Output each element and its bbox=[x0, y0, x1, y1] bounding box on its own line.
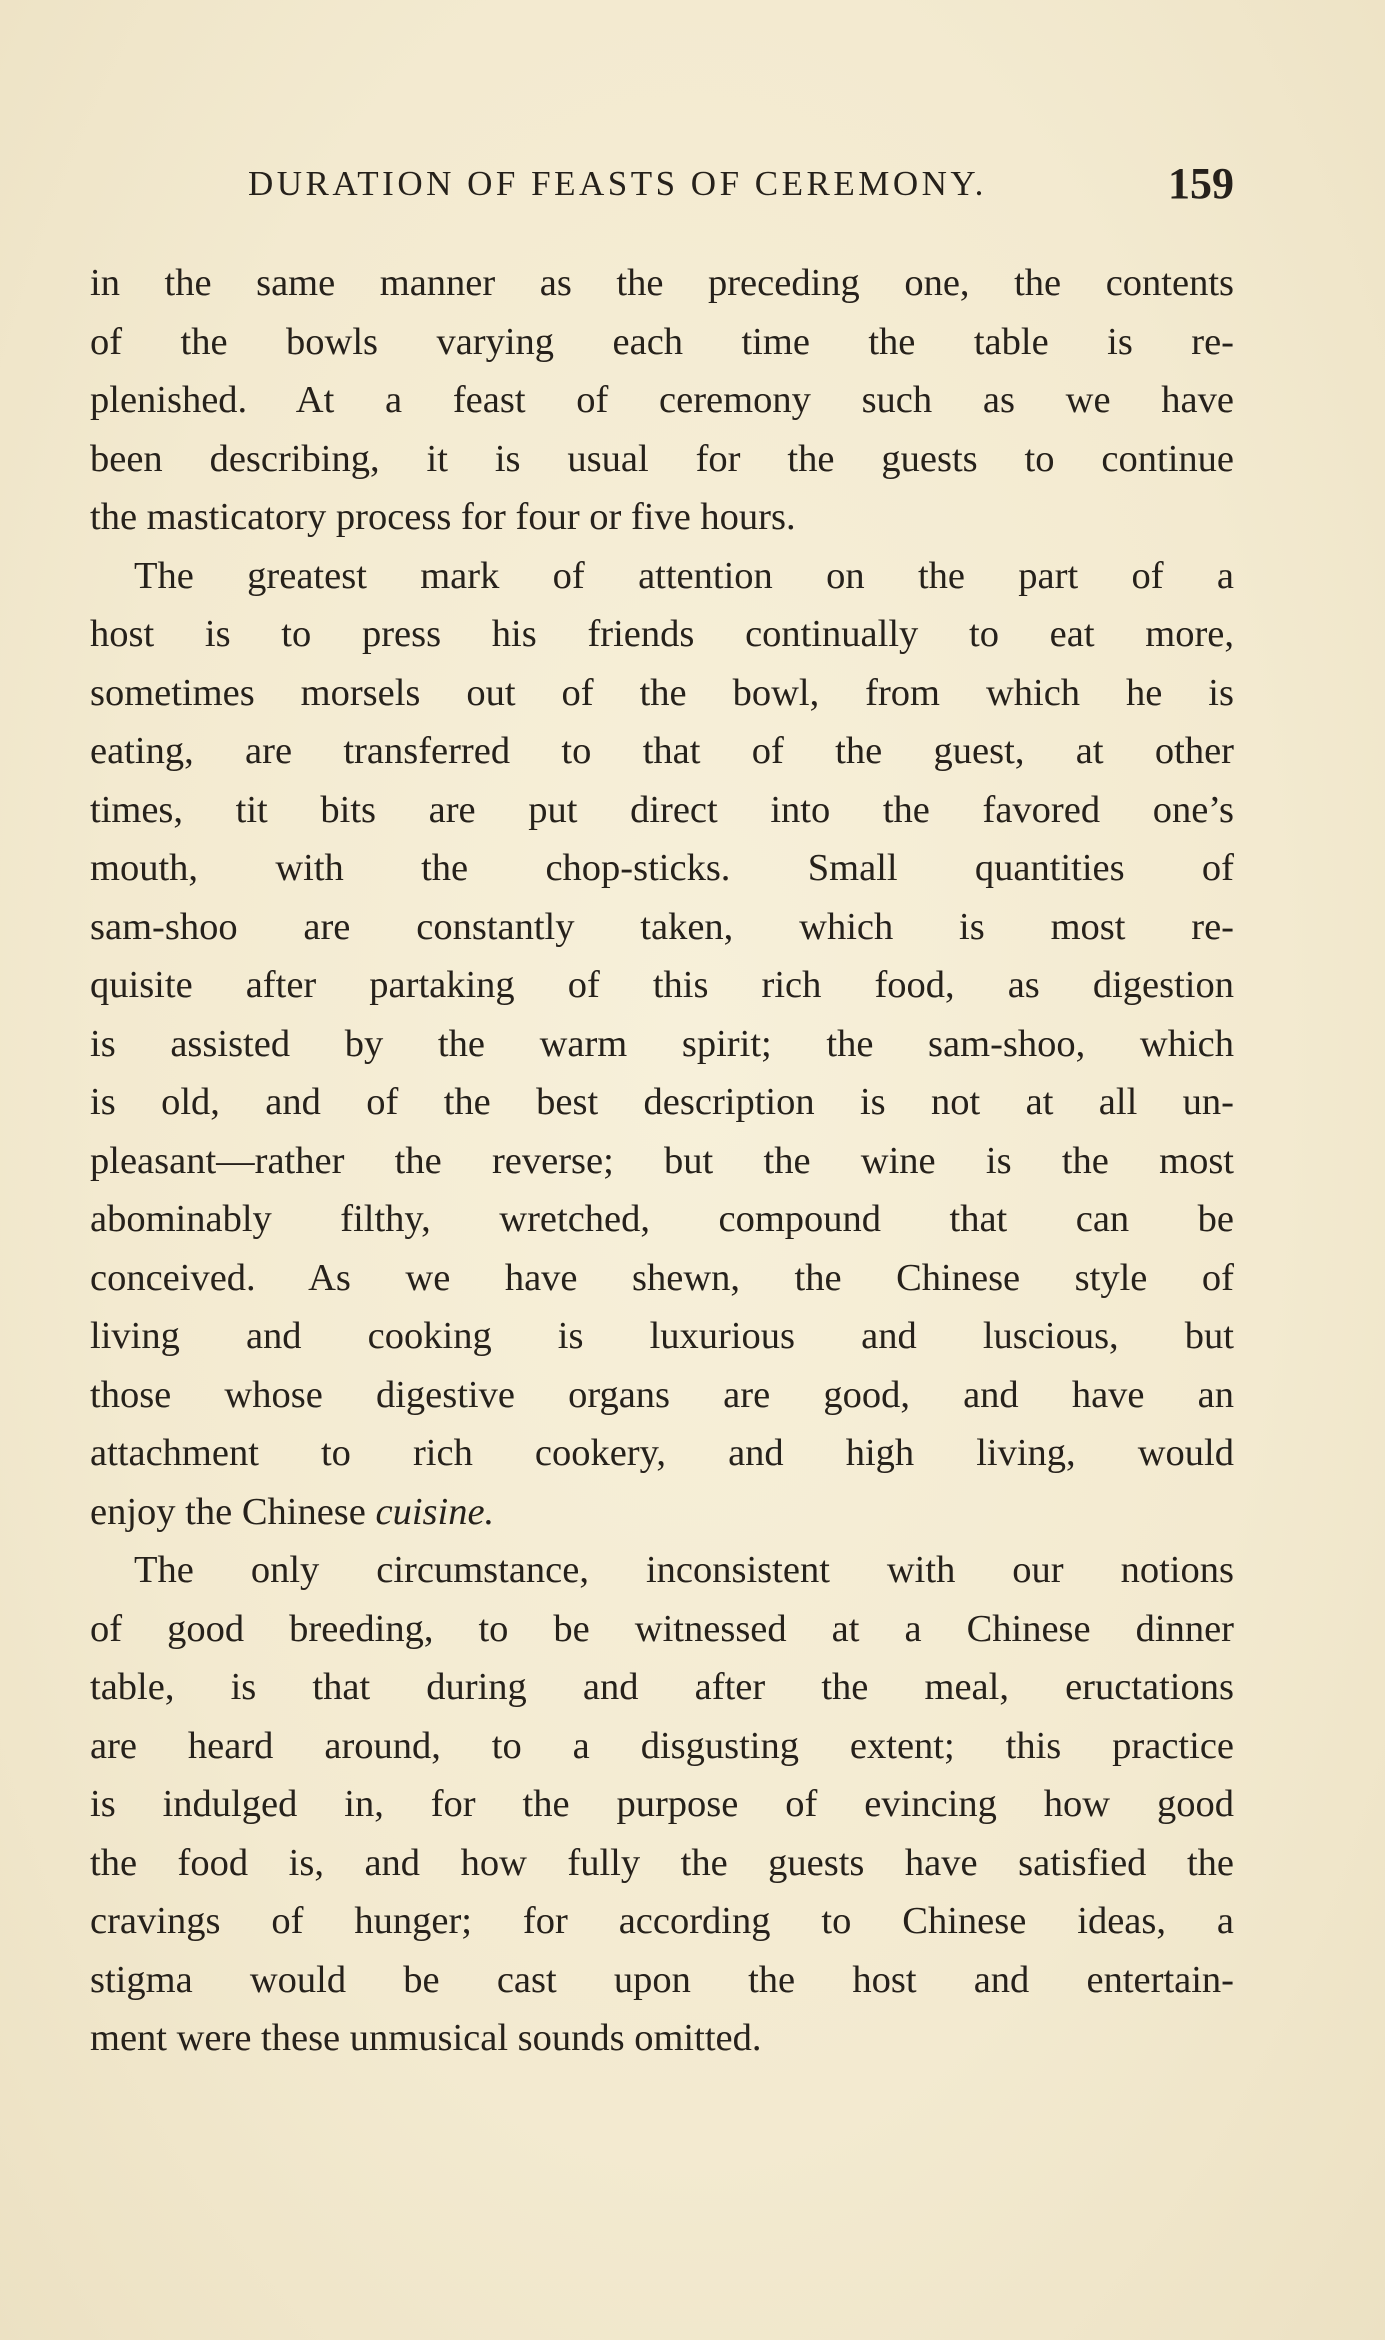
text-line: of the bowls varying each time the table is re- bbox=[90, 320, 1234, 363]
text-line: is indulged in, for the purpose of evincing how good bbox=[90, 1783, 1234, 1825]
paragraph-1 bbox=[90, 254, 1234, 547]
text-line: are heard around, to a disgusting extent; this practice bbox=[90, 1724, 1234, 1767]
text-line: times, tit bits are put direct into the favored one’s bbox=[90, 788, 1234, 831]
text-line: eating, are transferred to that of the guest, at other bbox=[90, 730, 1234, 772]
text-line: mouth, with the chop-sticks. Small quantities of bbox=[90, 847, 1234, 889]
text-line: conceived. As we have shewn, the Chinese style of bbox=[90, 1256, 1234, 1299]
text-line: sam-shoo are constantly taken, which is most re- bbox=[90, 905, 1234, 948]
text-line: the masticatory process for four or five hours. bbox=[90, 496, 796, 538]
paragraph-3 bbox=[90, 1541, 1234, 2068]
text-line bbox=[90, 1483, 1234, 1542]
text-line: living and cooking is luxurious and luscious, but bbox=[90, 1315, 1234, 1357]
text-line: host is to press his friends continually to eat more, bbox=[90, 613, 1234, 655]
text-line: cravings of hunger; for according to Chinese ideas, a bbox=[90, 1900, 1234, 1942]
text-line: The only circumstance, inconsistent with our notions bbox=[134, 1549, 1234, 1591]
italic-word: cuisine. bbox=[375, 1490, 495, 1533]
text-line: abominably filthy, wretched, compound that can be bbox=[90, 1198, 1234, 1240]
text-line: sometimes morsels out of the bowl, from which he is bbox=[90, 671, 1234, 714]
running-title: DURATION OF FEASTS OF CEREMONY. bbox=[248, 164, 987, 203]
text-line: the food is, and how fully the guests have satisfied the bbox=[90, 1841, 1234, 1884]
running-head bbox=[90, 158, 1234, 208]
text-line: quisite after partaking of this rich food, as digestion bbox=[90, 964, 1234, 1006]
text-line: in the same manner as the preceding one, the contents bbox=[90, 262, 1234, 304]
text-line: of good breeding, to be witnessed at a Chinese dinner bbox=[90, 1607, 1234, 1650]
text-line: table, is that during and after the meal, eructations bbox=[90, 1666, 1234, 1708]
text-line: is old, and of the best description is not at all un- bbox=[90, 1081, 1234, 1123]
text-line: stigma would be cast upon the host and entertain- bbox=[90, 1958, 1234, 2001]
page-number: 159 bbox=[1168, 159, 1234, 208]
text-line: The greatest mark of attention on the part of a bbox=[134, 554, 1234, 597]
text-line-prefix: enjoy the Chinese bbox=[90, 1490, 376, 1533]
paragraph-2 bbox=[90, 547, 1234, 1542]
text-line: ment were these unmusical sounds omitted. bbox=[90, 2017, 762, 2059]
text-line: plenished. At a feast of ceremony such as we have bbox=[90, 379, 1234, 421]
text-line: been describing, it is usual for the guests to continue bbox=[90, 437, 1234, 480]
text-line: those whose digestive organs are good, and have an bbox=[90, 1373, 1234, 1416]
text-line: is assisted by the warm spirit; the sam-shoo, which bbox=[90, 1022, 1234, 1065]
body-text bbox=[90, 254, 1234, 2068]
text-line: attachment to rich cookery, and high living, would bbox=[90, 1432, 1234, 1474]
text-line: pleasant—rather the reverse; but the wine is the most bbox=[90, 1139, 1234, 1182]
